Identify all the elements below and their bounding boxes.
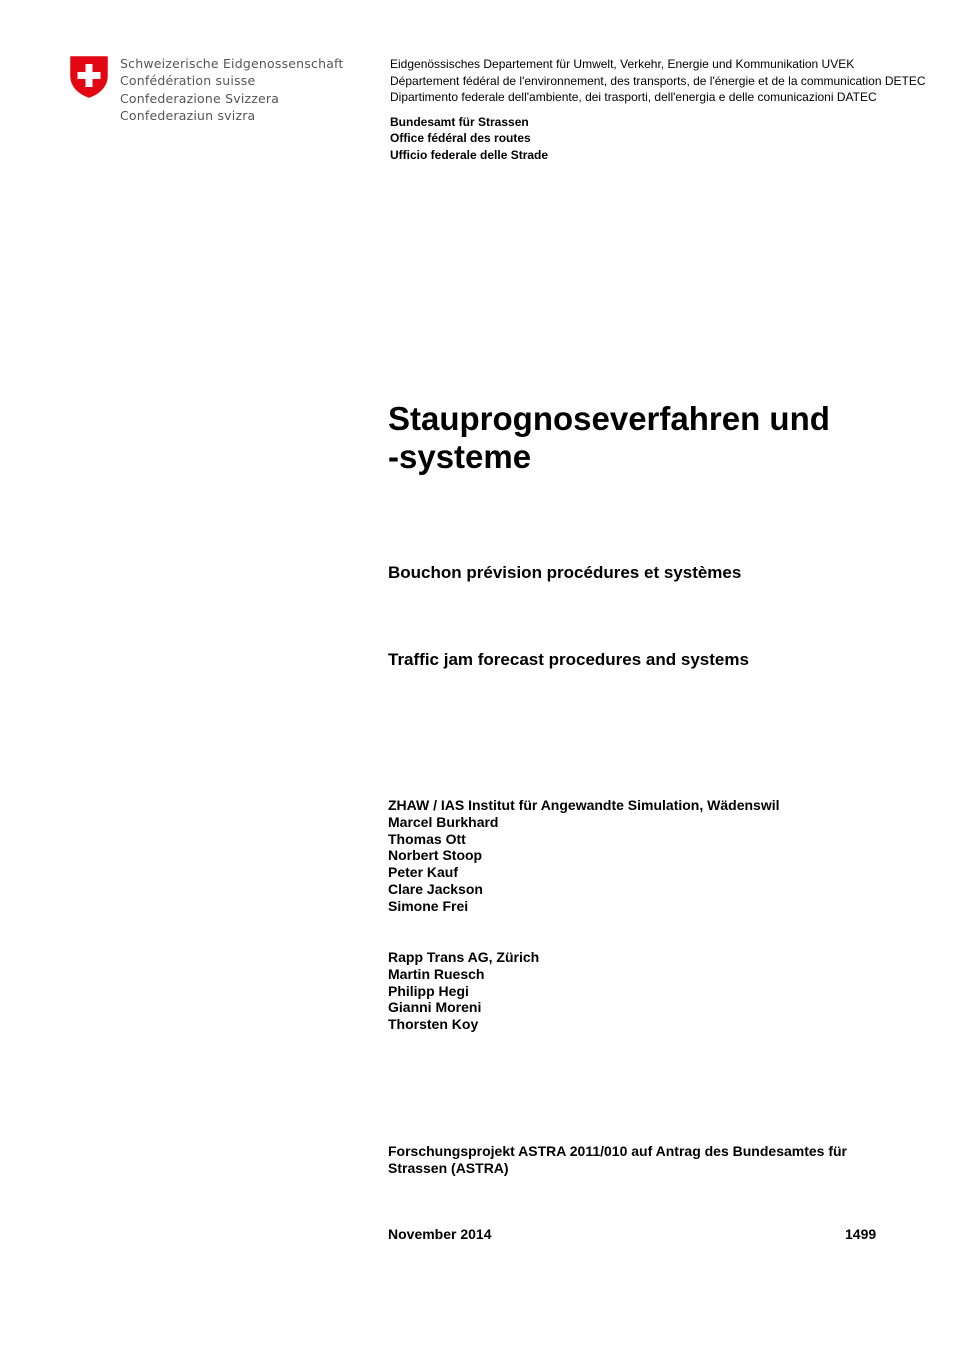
subtitle-french: Bouchon prévision procédures et systèmes <box>388 563 742 582</box>
author-name: Thomas Ott <box>388 830 466 847</box>
author-name: Norbert Stoop <box>388 847 483 864</box>
confederation-de: Schweizerische Eidgenossenschaft <box>120 56 344 71</box>
report-title <box>388 400 888 476</box>
author-name: Thorsten Koy <box>388 1016 479 1033</box>
confederation-it: Confederazione Svizzera <box>120 90 280 106</box>
author-name: Marcel Burkhard <box>388 813 499 830</box>
author-name: Gianni Moreni <box>388 999 482 1016</box>
swiss-shield-icon <box>70 56 108 98</box>
office-lines <box>390 114 548 163</box>
department-lines <box>390 56 926 106</box>
subtitle-english: Traffic jam forecast procedures and systems <box>388 650 749 669</box>
author-name: Simone Frei <box>388 897 469 914</box>
author-name: Clare Jackson <box>388 880 483 897</box>
department-de: Eidgenössisches Departement für Umwelt, Verkehr, Energie und Kommunikation UVEK <box>390 57 855 71</box>
research-project-note: Forschungsprojekt ASTRA 2011/010 auf Antrag des Bundesamtes für Strassen (ASTRA) <box>388 1143 848 1176</box>
office-de: Bundesamt für Strassen <box>390 115 529 129</box>
institution-rapp: Rapp Trans AG, Zürich <box>388 949 540 965</box>
institution-zhaw: ZHAW / IAS Institut für Angewandte Simulation, Wädenswil <box>388 797 780 813</box>
author-block-rapp <box>388 949 539 1033</box>
author-block-zhaw <box>388 797 780 915</box>
author-name: Martin Ruesch <box>388 965 485 982</box>
confederation-fr: Confédération suisse <box>120 73 256 89</box>
department-it: Dipartimento federale dell'ambiente, dei trasporti, dell'energia e delle comunicazioni DATEC <box>390 90 877 105</box>
confederation-rm: Confederaziun svizra <box>120 107 256 123</box>
report-title-line2: -systeme <box>388 438 532 475</box>
department-fr: Département fédéral de l'environnement, des transports, de l'énergie et de la communication DETEC <box>390 73 926 88</box>
confederation-name-lines <box>120 55 344 124</box>
report-title-line1: Stauprognoseverfahren und <box>388 400 830 437</box>
report-number: 1499 <box>845 1226 877 1242</box>
office-fr: Office fédéral des routes <box>390 131 531 146</box>
publication-date: November 2014 <box>388 1226 492 1242</box>
office-it: Ufficio federale delle Strade <box>390 147 549 162</box>
author-name: Peter Kauf <box>388 864 459 881</box>
swiss-confederation-logo <box>70 55 350 127</box>
author-name: Philipp Hegi <box>388 982 469 999</box>
